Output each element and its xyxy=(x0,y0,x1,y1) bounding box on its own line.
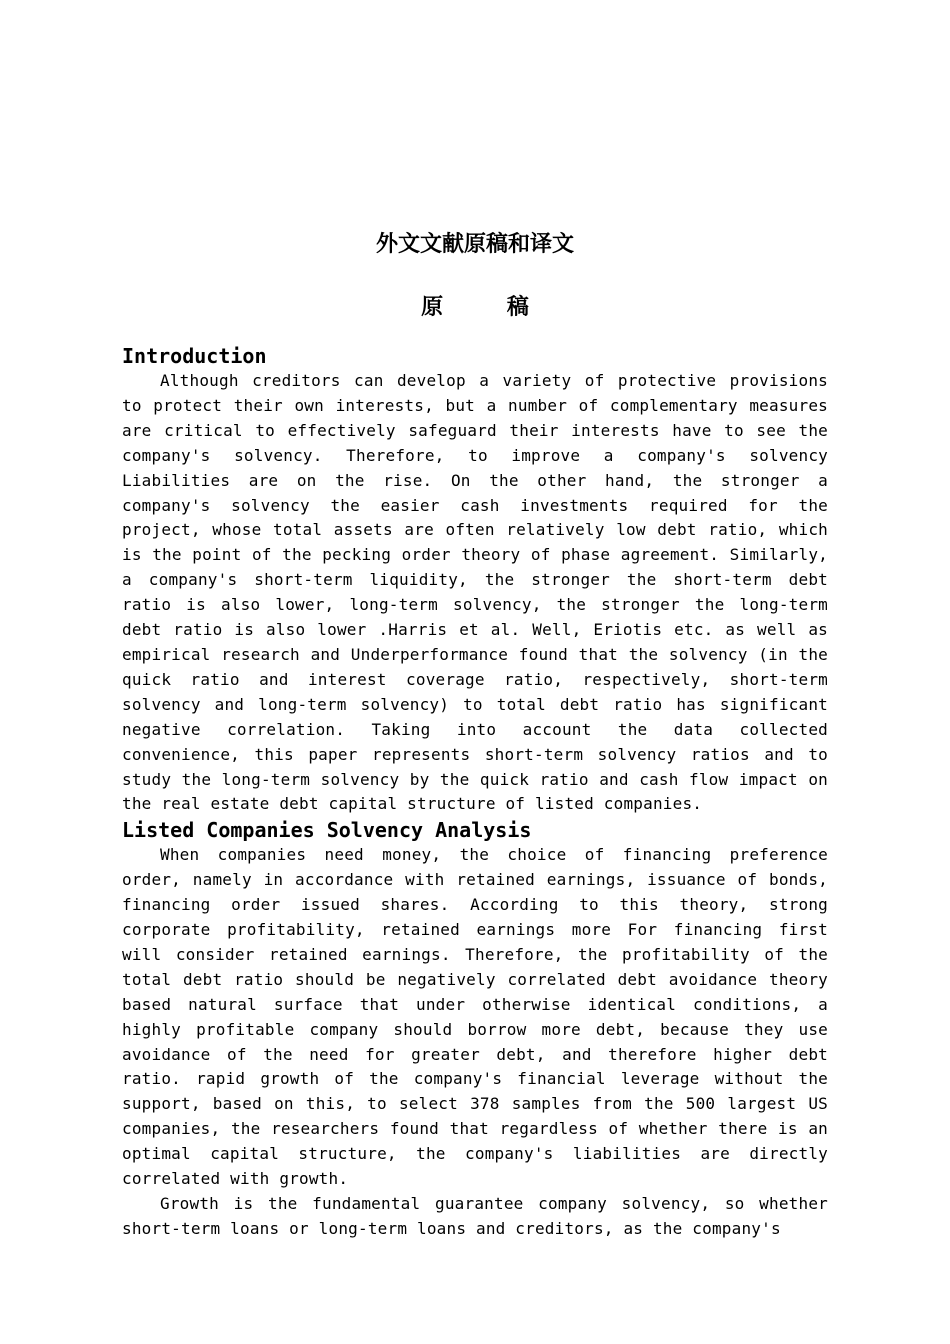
document-title: 外文文献原稿和译文 xyxy=(375,231,574,257)
document-page xyxy=(122,0,828,1344)
document-body xyxy=(122,343,828,1242)
section-heading: Introduction xyxy=(122,344,267,368)
document-subtitle: 原 稿 xyxy=(421,294,557,320)
body-paragraph: When companies need money, the choice of financing preference order, namely in accordance with retained earnings, issuance of bonds, financing order issued shares. According to this theory, strong corporate profitability, retained earnings more For financing first will consider retained earnings. Therefore, the profitability of the total debt ratio should be negatively correlated debt avoidance theory based natural surface that under otherwise identical conditions, a highly profitable company should borrow more debt, because they use avoidance of the need for greater debt, and therefore higher debt ratio. rapid growth of the company's financial leverage without the support, based on this, to select 378 samples from the 500 largest US companies, the researchers found that regardless of whether there is an optimal capital structure, the company's liabilities are directly correlated with growth. xyxy=(122,845,828,1189)
body-paragraph: Although creditors can develop a variety of protective provisions to protect their own interests, but a number of complementary measures are critical to effectively safeguard their interests have to see the company's solvency. Therefore, to improve a company's solvency Liabilities are on the rise. On the other hand, the stronger a company's solvency the easier cash investments required for the project, whose total assets are often relatively low debt ratio, which is the point of the pecking order theory of phase agreement. Similarly, a company's short-term liquidity, the stronger the short-term debt ratio is also lower, long-term solvency, the stronger the long-term debt ratio is also lower .Harris et al. Well, Eriotis etc. as well as empirical research and Underperformance found that the solvency (in the quick ratio and interest coverage ratio, respectively, short-term solvency and long-term solvency) to total debt ratio has significant negative correlation. Taking into account the data collected convenience, this paper represents short-term solvency ratios and to study the long-term solvency by the quick ratio and cash flow impact on the real estate debt capital structure of listed companies. xyxy=(122,371,828,814)
section-introduction xyxy=(122,343,828,817)
section-heading: Listed Companies Solvency Analysis xyxy=(122,818,532,843)
section-solvency-analysis xyxy=(122,817,828,1242)
body-paragraph: Growth is the fundamental guarantee company solvency, so whether short-term loans or long-term loans and creditors, as the company's xyxy=(122,1194,828,1238)
